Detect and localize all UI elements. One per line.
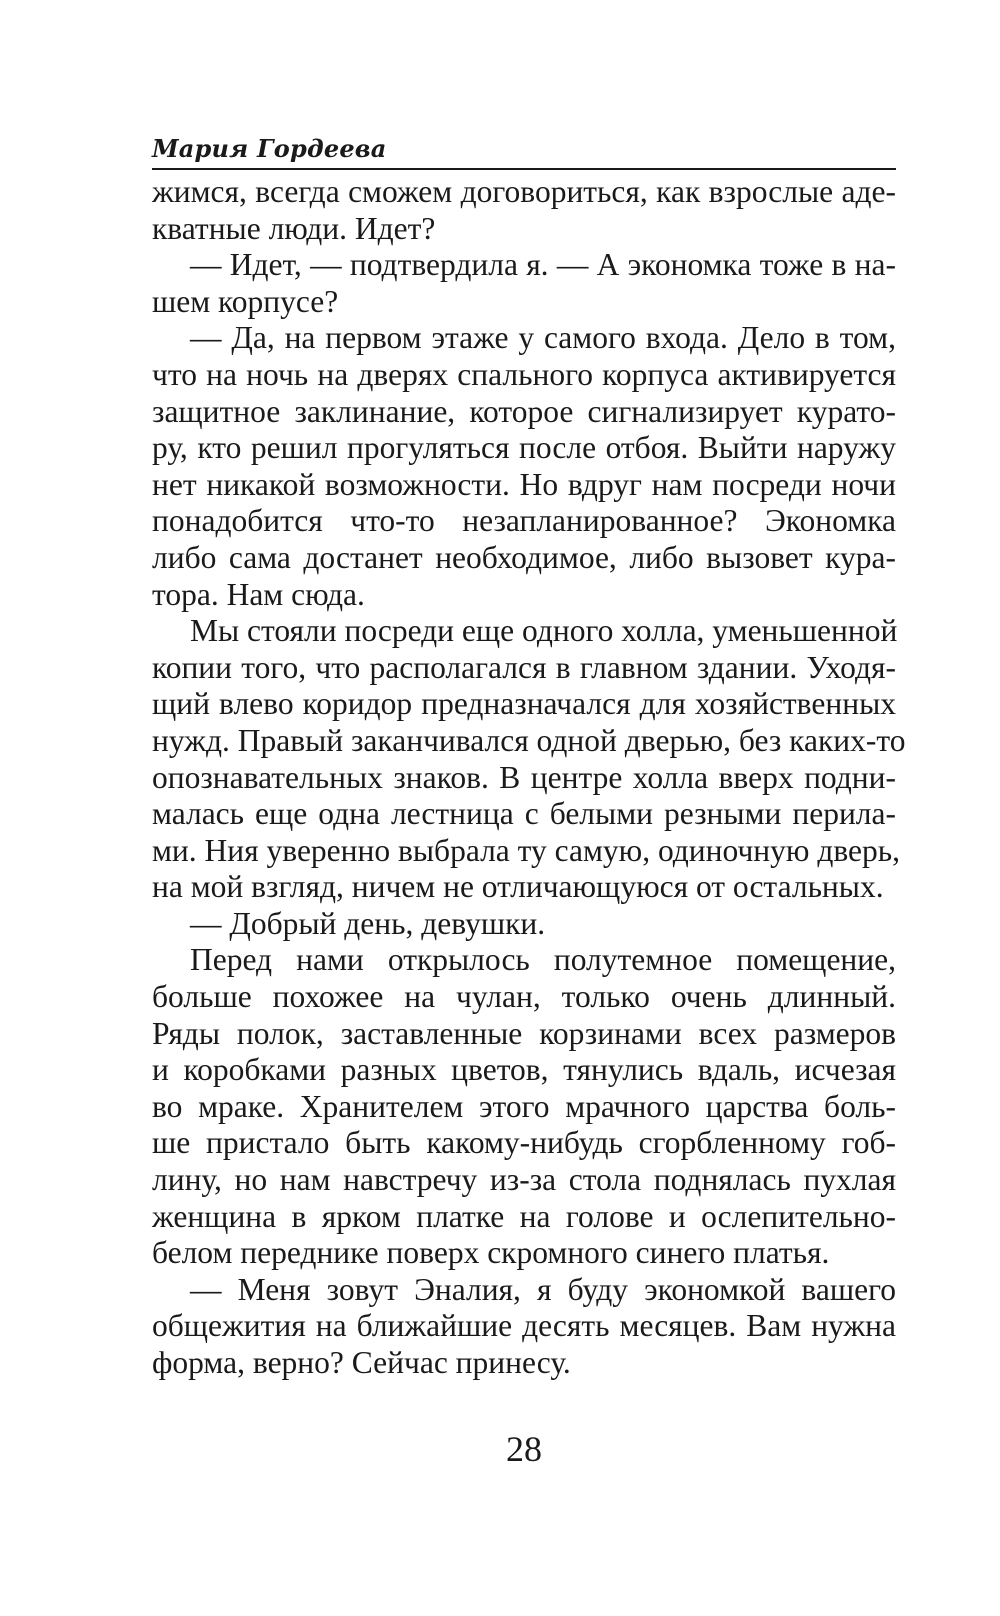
body-text (152, 174, 906, 1382)
author-name: Мария Гордеева (152, 134, 387, 163)
text-line: Мы стояли посреди еще одного холла, уменьшенной (190, 613, 898, 649)
page-number: 28 (506, 1429, 542, 1469)
text-line: и коробками разных цветов, тянулись вдаль, исчезая (152, 1052, 896, 1088)
text-line: шем корпусе? (152, 283, 339, 319)
text-line: Ряды полок, заставленные корзинами всех размеров (152, 1015, 896, 1051)
text-line: что на ночь на дверях спального корпуса активируется (152, 356, 896, 392)
text-line: форма, верно? Сейчас принесу. (152, 1345, 571, 1380)
text-line: копии того, что располагался в главном здании. Уходя- (152, 649, 896, 685)
text-line: малась еще одна лестница с белыми резными перила- (152, 796, 896, 832)
text-line: во мраке. Хранителем этого мрачного царства боль- (152, 1088, 896, 1124)
text-line: лину, но нам навстречу из-за стола поднялась пухлая (152, 1162, 896, 1198)
text-line: белом переднике поверх скромного синего платья. (152, 1235, 830, 1271)
text-line: защитное заклинание, которое сигнализирует курато- (152, 393, 896, 429)
text-line: ше пристало быть какому-нибудь сгорбленному гоб- (152, 1125, 896, 1161)
text-line: на мой взгляд, ничем не отличающуюся от остальных. (152, 869, 884, 905)
running-header (152, 128, 896, 170)
text-line: кватные люди. Идет? (152, 210, 436, 246)
text-line: женщина в ярком платке на голове и ослепительно- (152, 1198, 896, 1234)
text-line: щий влево коридор предназначался для хозяйственных (152, 686, 896, 722)
text-line: тора. Нам сюда. (152, 576, 365, 612)
text-line: общежития на ближайшие десять месяцев. Вам нужна (152, 1308, 896, 1344)
text-line: — Идет, — подтвердила я. — А экономка тоже в на- (190, 247, 896, 283)
text-line: больше похожее на чулан, только очень длинный. (152, 979, 896, 1015)
text-line: нужд. Правый заканчивался одной дверью, без каких-то (152, 722, 906, 758)
text-line: Перед нами открылось полутемное помещение, (190, 942, 896, 978)
text-line: понадобится что-то незапланированное? Экономка (152, 503, 896, 539)
text-line: опознавательных знаков. В центре холла вверх подни- (152, 759, 896, 795)
text-line: — Меня зовут Эналия, я буду экономкой вашего (190, 1271, 896, 1307)
text-line: ру, кто решил прогуляться после отбоя. Выйти наружу (152, 430, 896, 466)
text-line: либо сама достанет необходимое, либо вызовет кура- (152, 539, 896, 575)
text-line: нет никакой возможности. Но вдруг нам посреди ночи (152, 466, 896, 502)
text-line: — Добрый день, девушки. (190, 905, 546, 941)
text-line: — Да, на первом этаже у самого входа. Дело в том, (190, 320, 896, 356)
text-line: ми. Ния уверенно выбрала ту самую, одиночную дверь, (152, 832, 901, 868)
text-line: жимся, всегда сможем договориться, как взрослые аде- (152, 174, 896, 209)
